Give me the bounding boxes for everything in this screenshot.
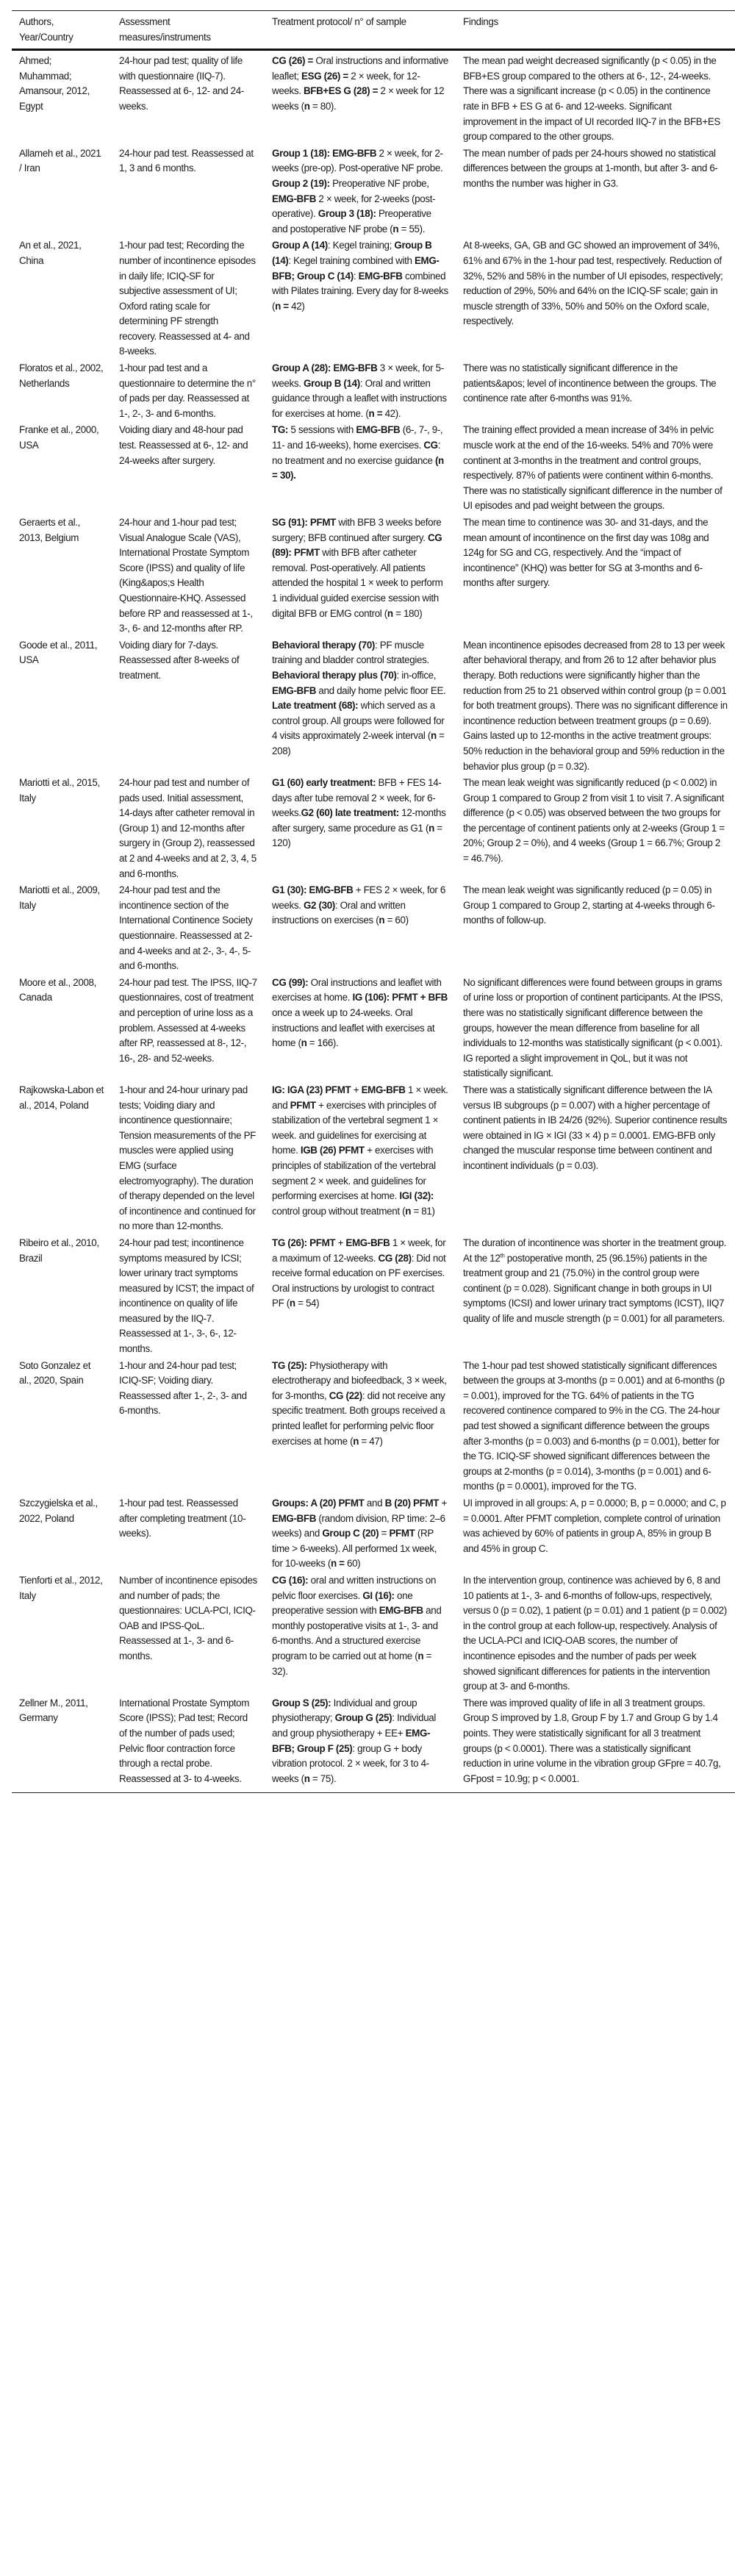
cell-treatment: Group A (28): EMG-BFB 3 × week, for 5-weeks. Group B (14): Oral and written guidance through a leaflet with instructions for exercises at home. (n = 42). bbox=[272, 362, 447, 419]
table-row bbox=[12, 237, 735, 360]
bold-label: EMG-BFB; bbox=[272, 254, 440, 282]
cell-findings: In the intervention group, continence was achieved by 6, 8 and 10 patients at 1-, 3- and 6-months of follow-ups, respectively, versus 0 (p = 0.02), 1 patient (p = 0.01) and 1 patient (p = 0.002) in the control group at each follow-up, respectively. Analysis of the UCLA-PCI and ICIQ-OAB scores, the number of incontinence episodes and the number of pads per week showed significant differences for patients in the intervention group at 3- and 6-months. bbox=[463, 1574, 727, 1692]
cell-findings: The training effect provided a mean increase of 34% in pelvic muscle work at the end of the 16-weeks. 54% and 70% were continent at 3-months in the treatment and control groups, respectively. 87% of patients were continent within 6-months. There was no statistically significant difference in the number of UI episodes and pad weight between the groups. bbox=[463, 424, 723, 512]
bold-label: n bbox=[304, 100, 310, 112]
cell-findings: Mean incontinence episodes decreased from 28 to 13 per week after behavioral therapy, and from 26 to 12 after behavior plus therapy. Both reductions were significantly higher than the reduction from 25 to 21 observed within control group (p = 0.001 for both treatment groups). There was no significant difference in incontinence reduction between treatment groups (p = 0.69). Gains lasted up to 12-months in the active treatment groups: 50% reduction in the behavioral group and 59% reduction in the behavior plus group (p = 0.32). bbox=[463, 639, 728, 772]
bold-label: n bbox=[429, 822, 434, 834]
bold-label: EMG-BFB bbox=[379, 1605, 423, 1617]
bold-label: Groups: A (20) PFMT bbox=[272, 1498, 365, 1509]
bold-label: ESG (26) = bbox=[301, 70, 351, 82]
cell-findings: The mean time to continence was 30- and 31-days, and the mean amount of incontinence on the first day was 108g and 124g for SG and CG, respectively. And the “impact of incontinence” (KHQ) was better for SG at 3-months and 6-months after surgery. bbox=[463, 517, 709, 589]
table-row bbox=[12, 1082, 735, 1235]
bold-label: Late treatment (68): bbox=[272, 700, 359, 712]
table-row bbox=[12, 1495, 735, 1573]
header-treatment: Treatment protocol/ n° of sample bbox=[272, 16, 406, 27]
table-row bbox=[12, 146, 735, 238]
cell-treatment: TG (26): PFMT + EMG-BFB 1 × week, for a maximum of 12-weeks. CG (28): Did not receive formal education on PF exercises. Oral instructions by urologist to contract PF (n = 54) bbox=[272, 1237, 446, 1309]
cell-assessment: Voiding diary and 48-hour pad test. Reassessed at 6-, 12- and 24-weeks after surgery. bbox=[119, 424, 248, 466]
cell-assessment: 24-hour pad test; incontinence symptoms measured by ICSI; lower urinary tract symptoms measured by ICST; the impact of incontinence on quality of life measured by the IIQ-7. Reassessed at 1-, 3-, 6-, 12-months. bbox=[119, 1237, 254, 1355]
table-body bbox=[12, 50, 735, 1793]
cell-author: Allameh et al., 2021 / Iran bbox=[19, 147, 101, 174]
bold-label: n bbox=[387, 607, 393, 619]
cell-author: Zellner M., 2011, Germany bbox=[19, 1697, 88, 1724]
cell-findings: There was a statistically significant difference between the IA versus IB subgroups (p = 0.007) with a higher percentage of continent patients in IB 24/26 (92%). Superior continence results were obtained in IG × IGI (33 × 4) p = 0.0001. EMG-BFB only changed the muscular response time between continent and incontinent individuals (p = 0.03). bbox=[463, 1084, 728, 1171]
bold-label: CG (26) = bbox=[272, 55, 316, 67]
table-row bbox=[12, 422, 735, 515]
bold-label: n = bbox=[368, 407, 385, 419]
bold-label: CG (22) bbox=[329, 1389, 362, 1401]
bold-label: Group B (14) bbox=[303, 377, 360, 389]
cell-findings: The 1-hour pad test showed statistically significant differences between the groups at 3-months (p = 0.001) and at 6-months (p = 0.001), improved for the TG. 64% of patients in the TG recovered continence compared to 9% in the CG. The 24-hour pad test showed a significant difference between the groups after 3-months (p = 0.003) and 6-months (p = 0.001), better for the TG. ICIQ-SF showed significant differences between the groups at 2-months (p = 0.014), 3-months (p = 0.001) and 6-months (p = 0.0001), improved for the TG. bbox=[463, 1359, 725, 1492]
cell-author: Geraerts et al., 2013, Belgium bbox=[19, 517, 80, 543]
bold-label: n bbox=[304, 1772, 310, 1784]
bold-label: CG (89): PFMT bbox=[272, 532, 442, 559]
bold-label: Group A (14) bbox=[272, 240, 328, 251]
cell-treatment: Group 1 (18): EMG-BFB 2 × week, for 2-weeks (pre-op). Post-operative NF probe. Group 2 (19): Preoperative NF probe, EMG-BFB 2 × week, for 2-weeks (post-operative). Group 3 (18): Preoperative and postoperative NF probe (n = 55). bbox=[272, 147, 443, 235]
bold-label: Group G (25) bbox=[334, 1712, 392, 1724]
cell-findings: The duration of incontinence was shorter in the treatment group. At the 12th postoperative month, 25 (96.15%) patients in the treatment group and 21 (75.0%) in the control group were continent (p = 0.028). Significant change in both groups in UI symptoms (ICSI) and lower urinary tract symptoms (ICST), IIQ7 quality of life and muscle strength (p = 0.001) for all parameters. bbox=[463, 1237, 726, 1324]
bold-label: TG (26): PFMT bbox=[272, 1237, 336, 1248]
cell-author: An et al., 2021, China bbox=[19, 240, 82, 266]
cell-author: Szczygielska et al., 2022, Poland bbox=[19, 1498, 98, 1524]
cell-assessment: 24-hour pad test; quality of life with questionnaire (IIQ-7). Reassessed at 6-, 12- and 24-weeks. bbox=[119, 55, 244, 112]
bold-label: IGB (26) PFMT bbox=[300, 1145, 365, 1156]
cell-treatment: Group S (25): Individual and group physiotherapy; Group G (25): Individual and group physiotherapy + EE+ EMG-BFB; Group F (25): group G + body vibration protocol. 2 × week, for 3 to 4-weeks (n = 75). bbox=[272, 1697, 437, 1784]
cell-treatment: Groups: A (20) PFMT and B (20) PFMT + EMG-BFB (random division, RP time: 2–6 weeks) and Group C (20) = PFMT (RP time > 6-weeks). All performed 1x week, for 10-weeks (n = 60) bbox=[272, 1498, 447, 1570]
bold-label: n = bbox=[330, 1558, 347, 1570]
cell-author: Floratos et al., 2002, Netherlands bbox=[19, 362, 104, 389]
cell-treatment: Group A (14): Kegel training; Group B (14): Kegel training combined with EMG-BFB; Group C (14): EMG-BFB combined with Pilates training. Every day for 8-weeks (n = 42) bbox=[272, 240, 448, 312]
bold-label: n bbox=[430, 730, 437, 742]
bold-label: EMG-BFB bbox=[272, 1512, 317, 1524]
cell-treatment: G1 (60) early treatment: BFB + FES 14-days after tube removal 2 × week, for 6-weeks.G2 (60) late treatment: 12-months after surgery, same procedure as G1 (n = 120) bbox=[272, 777, 446, 849]
bold-label: n bbox=[353, 1435, 359, 1447]
cell-author: Franke et al., 2000, USA bbox=[19, 424, 99, 451]
table-row bbox=[12, 1695, 735, 1793]
cell-author: Moore et al., 2008, Canada bbox=[19, 976, 97, 1003]
cell-treatment: G1 (30): EMG-BFB + FES 2 × week, for 6 weeks. G2 (30): Oral and written instructions on exercises (n = 60) bbox=[272, 884, 445, 926]
cell-treatment: SG (91): PFMT with BFB 3 weeks before surgery; BFB continued after surgery. CG (89): PFMT with BFB after catheter removal. Post-operatively. All patients attended the hospital 1 × week to perform 1 individual guided exercise session with digital BFB or EMG control (n = 180) bbox=[272, 517, 443, 619]
bold-label: EMG-BFB bbox=[356, 424, 401, 436]
cell-treatment: Behavioral therapy (70): PF muscle training and bladder control strategies. Behavioral therapy plus (70): in-office, EMG-BFB and daily home pelvic floor EE. Late treatment (68): which served as a control group. All groups were followed for 4 visits approximately 2-week interval (n = 208) bbox=[272, 639, 446, 756]
bold-label: n bbox=[405, 1205, 412, 1217]
bold-label: PFMT bbox=[290, 1099, 316, 1111]
bold-label: CG (99): bbox=[272, 976, 309, 988]
cell-author: Ahmed; Muhammad; Amansour, 2012, Egypt bbox=[19, 55, 90, 112]
bold-label: IG (106): PFMT + BFB bbox=[352, 992, 448, 1003]
cell-findings: UI improved in all groups: A, p = 0.0000; B, p = 0.0000; and C, p = 0.0001. After PFMT completion, complete control of urination was achieved by 60% of patients in group A, 85% in group B and 45% in group C. bbox=[463, 1498, 726, 1554]
cell-author: Rajkowska-Labon et al., 2014, Poland bbox=[19, 1084, 104, 1111]
bold-label: Group S (25): bbox=[272, 1697, 331, 1709]
table-row bbox=[12, 1573, 735, 1695]
bold-label: Group 2 (19): bbox=[272, 177, 330, 189]
header-authors: Authors, Year/Country bbox=[19, 16, 74, 43]
bold-label: PFMT bbox=[389, 1528, 415, 1539]
cell-findings: The mean number of pads per 24-hours showed no statistical differences between the groups at 1-month, but after 3- and 6-months the number was higher in G3. bbox=[463, 147, 718, 189]
cell-findings: The mean leak weight was significantly reduced (p < 0.002) in Group 1 compared to Group 2 from visit 1 to visit 7. A significant difference (p < 0.05) was observed between the two groups for the percentage of continent patients only at 2-weeks (Group 1 = 20%; Group 2 = 0%), and 4 weeks (Group 1 = 66.7%; Group 2 = 46.7%). bbox=[463, 777, 725, 865]
bold-label: EMG-BFB; Group F (25) bbox=[272, 1727, 431, 1754]
table-row bbox=[12, 1358, 735, 1495]
cell-findings: No significant differences were found between groups in grams of urine loss or proportion of continent participants. At the IPSS, there was no statistically significant difference between the groups, however the mean difference from baseline for all individuals to 12-months was statistically significant (p < 0.001). IG reported a slight improvement in QoL, but it was not statistically significant. bbox=[463, 976, 723, 1079]
cell-findings: The mean leak weight was significantly reduced (p = 0.05) in Group 1 compared to Group 2, starting at 4-weeks through 6-months of follow-up. bbox=[463, 884, 715, 926]
bold-label: EMG-BFB bbox=[272, 193, 317, 204]
bold-label: TG: bbox=[272, 424, 289, 436]
cell-author: Soto Gonzalez et al., 2020, Spain bbox=[19, 1359, 91, 1387]
cell-treatment: TG: 5 sessions with EMG-BFB (6-, 7-, 9-, 11- and 16-weeks), home exercises. CG: no treatment and no exercise guidance (n = 30). bbox=[272, 424, 444, 482]
cell-assessment: 1-hour and 24-hour pad test; ICIQ-SF; Voiding diary. Reassessed after 1-, 2-, 3- and 6-months. bbox=[119, 1359, 247, 1417]
cell-assessment: 24-hour pad test. The IPSS, IIQ-7 questionnaires, cost of treatment and perception of urine loss as a problem. Assessed at 4-weeks after RP, reassessed at 8-, 12-, 16-, 28- and 52-weeks. bbox=[119, 976, 257, 1064]
table-row bbox=[12, 882, 735, 975]
cell-assessment: 24-hour and 1-hour pad test; Visual Analogue Scale (VAS), International Prostate Symptom Score (IPSS) and quality of life (King&apos;s Health Questionnaire-KHQ. Assessed before RP and reassessed at 1-, 3-, 6- and 12-months after RP. bbox=[119, 517, 253, 634]
cell-findings: The mean pad weight decreased significantly (p < 0.05) in the BFB+ES group compared to the others at 6-, 12-, 24-weeks. There was a significant increase (p < 0.05) in the continence rate in BFB + ES G at 6- and 12-weeks. Significant improvement in the impact of UI recorded IIQ-7 in the BFB+ES group compared to the other groups. bbox=[463, 55, 721, 143]
table-row bbox=[12, 775, 735, 882]
bold-label: Group C (20) bbox=[322, 1528, 379, 1539]
bold-label: G2 (60) late treatment: bbox=[301, 807, 399, 819]
cell-assessment: Voiding diary for 7-days. Reassessed after 8-weeks of treatment. bbox=[119, 639, 240, 681]
bold-label: G1 (60) early treatment: bbox=[272, 777, 376, 789]
bold-label: n = bbox=[275, 300, 292, 312]
bold-label: (n = 30). bbox=[272, 454, 444, 482]
bold-label: Behavioral therapy plus (70) bbox=[272, 669, 397, 681]
cell-treatment: IG: IGA (23) PFMT + EMG-BFB 1 × week. and PFMT + exercises with principles of stabilization of the vertebral segment 1 × week. and guidelines for exercising at home. IGB (26) PFMT + exercises with principles of stabilization of the vertebral segment 2 × week. and guidelines for performing exercises at home. IGI (32): control group without treatment (n = 81) bbox=[272, 1084, 448, 1217]
bold-label: G2 (30) bbox=[303, 899, 335, 911]
cell-author: Mariotti et al., 2015, Italy bbox=[19, 777, 100, 804]
bold-label: B (20) PFMT bbox=[384, 1498, 440, 1509]
cell-assessment: 1-hour pad test and a questionnaire to determine the n° of pads per day. Reassessed at 1-, 2-, 3- and 6-months. bbox=[119, 362, 256, 419]
bold-label: G1 (30): EMG-BFB bbox=[272, 884, 354, 896]
bold-label: Group A (28): EMG-BFB bbox=[272, 362, 378, 374]
bold-label: EMG-BFB bbox=[345, 1237, 390, 1248]
bold-label: n bbox=[417, 1650, 424, 1661]
bold-label: TG (25): bbox=[272, 1359, 307, 1371]
table-row bbox=[12, 50, 735, 146]
bold-label: IGI (32): bbox=[399, 1190, 434, 1202]
bold-label: EMG-BFB bbox=[361, 1084, 406, 1095]
bold-label: CG (28) bbox=[378, 1252, 412, 1264]
bold-label: EMG-BFB bbox=[272, 684, 317, 696]
cell-assessment: 24-hour pad test and the incontinence section of the International Continence Society questionnaire. Reassessed at 2- and 4-weeks and at 2-, 3-, 4-, 5- and 6-months. bbox=[119, 884, 253, 972]
cell-findings: There was no statistically significant difference in the patients&apos; level of incontinence between the groups. The continence rate after 6-months was 91%. bbox=[463, 362, 717, 404]
cell-assessment: International Prostate Symptom Score (IPSS); Pad test; Record of the number of pads used; Pelvic floor contraction force through a rectal probe. Reassessed at 3- to 4-weeks. bbox=[119, 1697, 250, 1784]
bold-label: Group B (14) bbox=[272, 240, 432, 266]
bold-label: EMG-BFB bbox=[358, 270, 403, 282]
bold-label: SG (91): PFMT bbox=[272, 517, 336, 528]
bold-label: IG: IGA (23) PFMT bbox=[272, 1084, 351, 1095]
bold-label: Group 1 (18): EMG-BFB bbox=[272, 147, 377, 159]
header-assessment: Assessment measures/instruments bbox=[119, 16, 211, 43]
cell-treatment: CG (16): oral and written instructions on pelvic floor exercises. GI (16): one preoperative session with EMG-BFB and monthly postoperative visits at 1-, 3- and 6-months. And a structured exercise program to be carried out at home (n = 32). bbox=[272, 1574, 442, 1677]
header-row bbox=[12, 11, 735, 50]
table-row bbox=[12, 515, 735, 637]
bold-label: n bbox=[379, 915, 385, 926]
cell-author: Goode et al., 2011, USA bbox=[19, 639, 98, 666]
table-header bbox=[12, 11, 735, 50]
cell-author: Tienforti et al., 2012, Italy bbox=[19, 1574, 103, 1601]
cell-assessment: 24-hour pad test and number of pads used. Initial assessment, 14-days after catheter removal in (Group 1) and 12-months after surgery in (Group 2), reassessed at 2 and 4-weeks and at 2, 3, 4, 5 and 6-months. bbox=[119, 777, 257, 879]
cell-author: Mariotti et al., 2009, Italy bbox=[19, 884, 100, 911]
cell-assessment: 24-hour pad test. Reassessed at 1, 3 and 6 months. bbox=[119, 147, 254, 174]
cell-assessment: 1-hour pad test; Recording the number of incontinence episodes in daily life; ICIQ-SF for subjective assessment of UI; Oxford rating scale for determining PF strength recovery. Reassessed at 4- and 8-weeks. bbox=[119, 240, 256, 357]
cell-treatment: CG (99): Oral instructions and leaflet with exercises at home. IG (106): PFMT + BFB once a week up to 24-weeks. Oral instructions and leaflet with exercises at home (n = 166). bbox=[272, 976, 448, 1049]
bold-label: BFB+ES G (28) = bbox=[303, 85, 381, 97]
cell-assessment: 1-hour pad test. Reassessed after completing treatment (10-weeks). bbox=[119, 1498, 246, 1539]
bold-label: Behavioral therapy (70) bbox=[272, 639, 376, 651]
header-findings: Findings bbox=[463, 16, 498, 27]
bold-label: Group 3 (18): bbox=[318, 208, 376, 220]
bold-label: Group C (14) bbox=[296, 270, 354, 282]
bold-label: n bbox=[392, 223, 399, 235]
table-row bbox=[12, 637, 735, 775]
bold-label: n bbox=[289, 1298, 295, 1309]
bold-label: GI (16): bbox=[362, 1589, 395, 1601]
superscript: th bbox=[500, 1252, 505, 1259]
bold-label: n bbox=[301, 1037, 307, 1049]
cell-assessment: 1-hour and 24-hour urinary pad tests; Voiding diary and incontinence questionnaire; Tension measurements of the PF muscles were applied using EMG (surface electromyography). The duration of therapy depended on the level of incontinence and continued for no more than 12-months. bbox=[119, 1084, 256, 1232]
cell-treatment: TG (25): Physiotherapy with electrotherapy and biofeedback, 3 × week, for 3-months, CG (22): did not receive any specific treatment. Both groups received a printed leaflet for performing pelvic floor exercises at home (n = 47) bbox=[272, 1359, 447, 1447]
cell-findings: At 8-weeks, GA, GB and GC showed an improvement of 34%, 61% and 67% in the 1-hour pad test, respectively. Reduction of 32%, 52% and 58% in the number of UI episodes, respectively; reduction of 29%, 50% and 64% on the ICIQ-SF scale; gain in muscle strength of 33%, 50% and 50% on the Oxford scale, respectively. bbox=[463, 240, 723, 327]
studies-table-container bbox=[12, 10, 735, 1793]
cell-assessment: Number of incontinence episodes and number of pads; the questionnaires: UCLA-PCI, ICIQ-OAB and IPSS-QoL. Reassessed at 1-, 3- and 6-months. bbox=[119, 1574, 257, 1661]
table-row bbox=[12, 1235, 735, 1358]
studies-table bbox=[12, 10, 735, 1793]
bold-label: CG bbox=[423, 440, 438, 451]
cell-treatment: CG (26) = Oral instructions and informative leaflet; ESG (26) = 2 × week, for 12-weeks. BFB+ES G (28) = 2 × week for 12 weeks (n = 80). bbox=[272, 55, 448, 112]
table-row bbox=[12, 360, 735, 422]
cell-author: Ribeiro et al., 2010, Brazil bbox=[19, 1237, 99, 1264]
table-row bbox=[12, 975, 735, 1082]
bold-label: CG (16): bbox=[272, 1574, 309, 1586]
cell-findings: There was improved quality of life in all 3 treatment groups. Group S improved by 1.8, Group F by 1.7 and Group G by 1.4 points. They were statistically significant for all 3 treatment groups (p < 0.0001). There was a statistically significant reduction in urine volume in the vibration group GFpre = 40.7g, GFpost = 10.9g; p < 0.0001. bbox=[463, 1697, 721, 1784]
